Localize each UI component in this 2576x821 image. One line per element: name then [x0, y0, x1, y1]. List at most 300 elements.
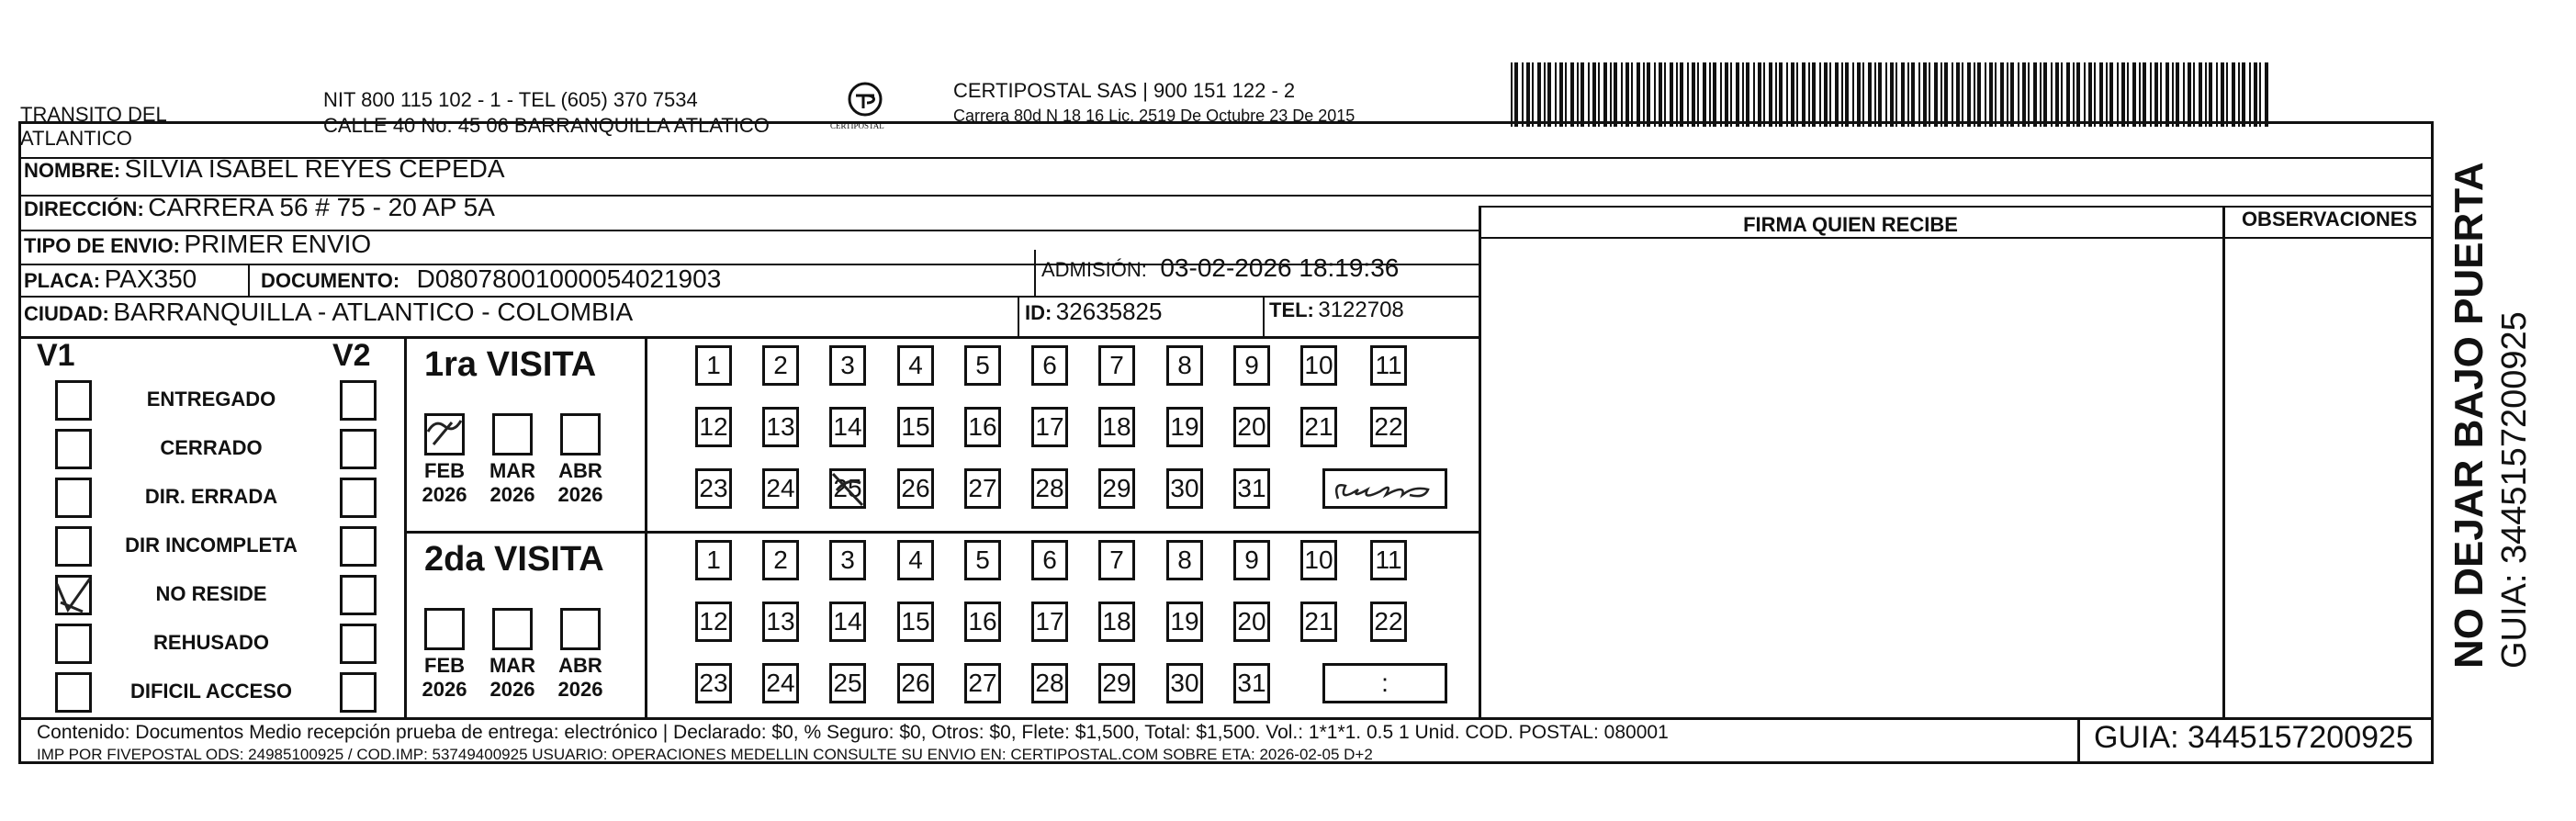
month-year: 2026 [489, 678, 535, 701]
day-box[interactable]: 1 [695, 345, 732, 386]
barcode-bar [1962, 62, 1963, 127]
status-label: NO RESIDE [155, 582, 267, 605]
time-box[interactable] [1322, 468, 1447, 509]
day-box[interactable]: 6 [1031, 540, 1068, 580]
barcode-bar [1532, 62, 1534, 127]
month-checkbox[interactable] [492, 608, 533, 650]
visit-title: 1ra VISITA [424, 345, 597, 384]
v2-checkbox[interactable] [340, 526, 377, 567]
barcode-bar [2010, 62, 2014, 127]
day-box[interactable]: 11 [1370, 345, 1407, 386]
barcode-bar [1730, 62, 1732, 127]
v1-checkbox[interactable] [55, 575, 92, 615]
col-line [1263, 296, 1265, 336]
month-checkbox[interactable] [424, 413, 465, 455]
barcode-bar [1808, 62, 1810, 127]
barcode-bar [1555, 62, 1557, 127]
day-box[interactable]: 24 [762, 663, 799, 703]
type-row [24, 230, 371, 259]
barcode-bar [1713, 62, 1716, 127]
month-label [485, 459, 540, 507]
barcode [1511, 62, 2273, 129]
month-checkbox[interactable] [492, 413, 533, 455]
barcode-bar [1680, 62, 1683, 127]
barcode-bar [2165, 62, 2169, 127]
barcode-bar [1868, 62, 1872, 127]
barcode-bar [1588, 62, 1590, 127]
day-box[interactable]: 17 [1031, 602, 1068, 642]
tel-value: 3122708 [1318, 298, 1404, 322]
barcode-bar [2121, 62, 2125, 127]
barcode-bar [1857, 62, 1861, 127]
v2-checkbox[interactable] [340, 624, 377, 664]
barcode-bar [1923, 62, 1927, 127]
document-label: DOCUMENTO: [261, 269, 400, 292]
barcode-bar [1779, 62, 1783, 127]
month-label [417, 459, 472, 507]
barcode-bar [1697, 62, 1699, 127]
barcode-bar [2143, 62, 2146, 127]
footer-guia: GUIA: 3445157200925 [2094, 720, 2413, 755]
name-value: SILVIA ISABEL REYES CEPEDA [124, 154, 505, 183]
barcode-bar [1956, 62, 1960, 127]
day-box[interactable]: 31 [1233, 468, 1270, 509]
month-name: ABR [558, 654, 602, 677]
month-year: 2026 [422, 483, 467, 506]
barcode-bar [2109, 62, 2113, 127]
barcode-bar [1929, 62, 1930, 127]
barcode-bar [1580, 62, 1584, 127]
barcode-bar [1753, 62, 1755, 127]
tel-row [1269, 298, 1404, 323]
barcode-bar [1995, 62, 1997, 127]
sender-address: CALLE 40 No. 45 06 BARRANQUILLA ATLATICO [323, 114, 770, 137]
barcode-bar [2221, 62, 2224, 127]
day-box[interactable]: 28 [1031, 663, 1068, 703]
barcode-bar [1514, 62, 1518, 127]
document-row [261, 264, 721, 294]
barcode-bar [1511, 62, 1513, 127]
status-label: DIFICIL ACCESO [129, 680, 292, 703]
barcode-bar [1802, 62, 1805, 127]
day-box[interactable]: 16 [964, 602, 1001, 642]
barcode-bar [2028, 62, 2030, 127]
barcode-bar [2127, 62, 2129, 127]
barcode-bar [2000, 62, 2004, 127]
check-mark-icon [55, 575, 92, 615]
id-label: ID: [1025, 301, 1052, 324]
barcode-bar [1835, 62, 1839, 127]
barcode-bar [1940, 62, 1942, 127]
barcode-bar [2265, 62, 2268, 127]
time-box[interactable]: : [1322, 663, 1447, 703]
id-row [1025, 298, 1162, 326]
barcode-bar [1967, 62, 1971, 127]
barcode-bar [1664, 62, 1666, 127]
barcode-bar [1878, 62, 1882, 127]
month-year: 2026 [557, 483, 603, 506]
day-box[interactable]: 8 [1166, 345, 1203, 386]
barcode-bar [2199, 62, 2202, 127]
day-box[interactable]: 10 [1300, 345, 1337, 386]
barcode-bar [2176, 62, 2179, 127]
barcode-bar [1692, 62, 1695, 127]
barcode-bar [2117, 62, 2119, 127]
barcode-bar [1918, 62, 1920, 127]
barcode-bar [2094, 62, 2096, 127]
day-box[interactable]: 27 [964, 468, 1001, 509]
day-box[interactable]: 5 [964, 540, 1001, 580]
day-box[interactable]: 24 [762, 468, 799, 509]
barcode-bar [1547, 62, 1551, 127]
barcode-bar [1720, 62, 1722, 127]
v1-label: V1 [37, 338, 75, 373]
barcode-bar [1703, 62, 1706, 127]
city-label: CIUDAD: [24, 302, 109, 325]
barcode-bar [2022, 62, 2026, 127]
barcode-bar [1742, 62, 1744, 127]
barcode-bar [1647, 62, 1650, 127]
barcode-bar [2154, 62, 2158, 127]
barcode-bar [1911, 62, 1915, 127]
check-mark-icon [424, 413, 465, 455]
status-label: DIR. ERRADA [144, 485, 278, 508]
row-line [1479, 237, 2434, 239]
barcode-bar [2209, 62, 2212, 127]
barcode-bar [1522, 62, 1524, 127]
v1-checkbox[interactable] [55, 526, 92, 567]
barcode-bar [2188, 62, 2191, 127]
day-box[interactable]: 16 [964, 407, 1001, 447]
barcode-bar [1862, 62, 1864, 127]
day-box[interactable]: 29 [1098, 468, 1135, 509]
day-box[interactable]: 25 [829, 663, 866, 703]
month-name: MAR [489, 459, 536, 482]
barcode-bar [1631, 62, 1633, 127]
day-box[interactable]: 19 [1166, 602, 1203, 642]
barcode-bar [1559, 62, 1563, 127]
barcode-bar [2132, 62, 2136, 127]
barcode-bar [2040, 62, 2042, 127]
barcode-bar [1791, 62, 1794, 127]
address-row [24, 193, 495, 222]
month-checkbox[interactable] [560, 413, 601, 455]
barcode-bar [1598, 62, 1600, 127]
col-line [2222, 206, 2225, 717]
barcode-bar [2160, 62, 2162, 127]
barcode-bar [2150, 62, 2152, 127]
status-label: REHUSADO [153, 631, 269, 654]
v2-label: V2 [332, 338, 371, 373]
side-warning: NO DEJAR BAJO PUERTA [2447, 162, 2492, 669]
barcode-bar [1603, 62, 1607, 127]
day-box[interactable]: 20 [1233, 602, 1270, 642]
v1-checkbox[interactable] [55, 429, 92, 469]
day-box[interactable]: 21 [1300, 602, 1337, 642]
day-box[interactable]: 22 [1370, 602, 1407, 642]
side-text [2445, 136, 2546, 669]
status-label: DIR INCOMPLETA [125, 534, 298, 557]
col-line [248, 264, 250, 296]
v2-checkbox[interactable] [340, 575, 377, 615]
col-line [1479, 206, 1481, 717]
barcode-bar [2183, 62, 2185, 127]
barcode-bar [1786, 62, 1788, 127]
barcode-bar [2106, 62, 2108, 127]
barcode-bar [1577, 62, 1579, 127]
month-name: FEB [424, 459, 465, 482]
handwritten-time-icon [1325, 471, 1445, 508]
row-line [18, 336, 1479, 339]
barcode-bar [2226, 62, 2228, 127]
barcode-bar [2193, 62, 2195, 127]
barcode-bar [1659, 62, 1662, 127]
month-label [485, 654, 540, 702]
barcode-bar [1736, 62, 1739, 127]
day-box[interactable]: 8 [1166, 540, 1203, 580]
barcode-bar [1625, 62, 1629, 127]
barcode-bar [1687, 62, 1689, 127]
day-box[interactable]: 9 [1233, 345, 1270, 386]
barcode-bar [1824, 62, 1828, 127]
document-value: D08078001000054021903 [416, 264, 722, 293]
barcode-bar [1654, 62, 1656, 127]
day-box[interactable]: 10 [1300, 540, 1337, 580]
day-box[interactable]: 26 [897, 663, 934, 703]
id-value: 32635825 [1055, 298, 1163, 325]
barcode-bar [1676, 62, 1678, 127]
month-name: FEB [424, 654, 465, 677]
day-box[interactable]: 31 [1233, 663, 1270, 703]
month-label [553, 654, 608, 702]
day-box[interactable]: 17 [1031, 407, 1068, 447]
admission-row [1041, 253, 1399, 283]
day-box[interactable]: 30 [1166, 663, 1203, 703]
month-name: MAR [489, 654, 536, 677]
col-line [1034, 250, 1036, 296]
type-label: TIPO DE ENVIO: [24, 234, 180, 257]
month-label [417, 654, 472, 702]
barcode-bar [1775, 62, 1777, 127]
day-box[interactable]: 27 [964, 663, 1001, 703]
barcode-bar [2043, 62, 2047, 127]
footer-content: Contenido: Documentos Medio recepción prueba de entrega: electrónico | Declarado: $0, % Seguro: $0, Otros: $0, Flete: $1,500, Total: $1,500. Vol.: 1*1*1. 0.5 1 Unid. COD. POSTAL: 080001 [37, 722, 1669, 743]
day-box[interactable]: 18 [1098, 407, 1135, 447]
v1-checkbox[interactable] [55, 380, 92, 421]
city-value: BARRANQUILLA - ATLANTICO - COLOMBIA [113, 298, 634, 326]
barcode-bar [1901, 62, 1905, 127]
plate-value: PAX350 [104, 264, 197, 293]
barcode-bar [1845, 62, 1849, 127]
observations-header: OBSERVACIONES [2241, 208, 2418, 231]
v2-checkbox[interactable] [340, 380, 377, 421]
day-box[interactable]: 25 [829, 468, 866, 509]
barcode-bar [1614, 62, 1617, 127]
day-box[interactable]: 15 [897, 407, 934, 447]
row-line [18, 717, 2434, 720]
day-box[interactable]: 23 [695, 663, 732, 703]
day-box[interactable]: 4 [897, 540, 934, 580]
barcode-bar [2051, 62, 2053, 127]
barcode-bar [1874, 62, 1876, 127]
barcode-bar [2066, 62, 2070, 127]
v2-checkbox[interactable] [340, 429, 377, 469]
logo-text: CERTIPOSTAL [830, 121, 884, 130]
type-value: PRIMER ENVIO [184, 230, 372, 258]
barcode-bar [1907, 62, 1909, 127]
barcode-bar [1565, 62, 1567, 127]
barcode-bar [2238, 62, 2240, 127]
v1-checkbox[interactable] [55, 478, 92, 518]
barcode-bar [2254, 62, 2257, 127]
barcode-bar [1758, 62, 1761, 127]
day-box[interactable]: 4 [897, 345, 934, 386]
month-name: ABR [558, 459, 602, 482]
visit-divider [404, 531, 1479, 534]
month-year: 2026 [557, 678, 603, 701]
barcode-bar [1977, 62, 1981, 127]
barcode-bar [2205, 62, 2207, 127]
company-line: CERTIPOSTAL SAS | 900 151 122 - 2 [953, 79, 1296, 102]
plate-row [24, 264, 197, 294]
day-box[interactable]: 7 [1098, 540, 1135, 580]
month-year: 2026 [489, 483, 535, 506]
day-box[interactable]: 19 [1166, 407, 1203, 447]
barcode-bar [1769, 62, 1772, 127]
admission-value: 03-02-2026 18:19:36 [1160, 253, 1400, 282]
barcode-bar [2055, 62, 2059, 127]
signature-header: FIRMA QUIEN RECIBE [1743, 213, 1958, 236]
sender-line-2: ATLANTICO [20, 127, 132, 150]
barcode-bar [1829, 62, 1831, 127]
day-box[interactable]: 7 [1098, 345, 1135, 386]
visit-title: 2da VISITA [424, 540, 604, 579]
day-mark-icon [829, 468, 866, 509]
barcode-bar [2099, 62, 2103, 127]
day-box[interactable]: 22 [1370, 407, 1407, 447]
barcode-bar [2073, 62, 2075, 127]
barcode-bar [1796, 62, 1798, 127]
company-address: Carrera 80d N 18 16 Lic. 2519 De Octubre 23 De 2015 [953, 107, 1355, 125]
barcode-bar [1841, 62, 1843, 127]
month-year: 2026 [422, 678, 467, 701]
barcode-bar [1895, 62, 1897, 127]
barcode-bar [1746, 62, 1749, 127]
v2-checkbox[interactable] [340, 672, 377, 713]
day-box[interactable]: 6 [1031, 345, 1068, 386]
day-box[interactable]: 11 [1370, 540, 1407, 580]
day-box[interactable]: 30 [1166, 468, 1203, 509]
day-box[interactable]: 13 [762, 602, 799, 642]
status-label: ENTREGADO [146, 388, 276, 410]
day-box[interactable]: 15 [897, 602, 934, 642]
day-box[interactable]: 3 [829, 345, 866, 386]
day-box[interactable]: 3 [829, 540, 866, 580]
barcode-bar [2139, 62, 2141, 127]
day-box[interactable]: 13 [762, 407, 799, 447]
address-label: DIRECCIÓN: [24, 197, 144, 220]
barcode-bar [2007, 62, 2008, 127]
barcode-bar [2259, 62, 2261, 127]
day-box[interactable]: 29 [1098, 663, 1135, 703]
barcode-bar [1974, 62, 1975, 127]
plate-label: PLACA: [24, 269, 101, 292]
barcode-bar [1544, 62, 1546, 127]
day-box[interactable]: 1 [695, 540, 732, 580]
sender-line-1: TRANSITO DEL [20, 103, 167, 126]
day-box[interactable]: 2 [762, 540, 799, 580]
barcode-bar [2232, 62, 2235, 127]
barcode-bar [2216, 62, 2218, 127]
month-checkbox[interactable] [424, 608, 465, 650]
day-box[interactable]: 28 [1031, 468, 1068, 509]
barcode-bar [1812, 62, 1816, 127]
barcode-bar [1670, 62, 1673, 127]
footer-imp: IMP POR FIVEPOSTAL ODS: 24985100925 / COD.IMP: 53749400925 USUARIO: OPERACIONES MEDELLIN CONSULTE SU ENVIO EN: CERTIPOSTAL.COM SOBRE ETA: 2026-02-05 D+2 [37, 746, 1373, 763]
address-value: CARRERA 56 # 75 - 20 AP 5A [148, 193, 495, 221]
barcode-bar [1819, 62, 1821, 127]
barcode-bar [1725, 62, 1728, 127]
sender-nit: NIT 800 115 102 - 1 - TEL (605) 370 7534 [323, 88, 698, 111]
day-box[interactable]: 5 [964, 345, 1001, 386]
barcode-bar [1592, 62, 1596, 127]
logo-mark-icon [836, 81, 894, 123]
day-box[interactable]: 26 [897, 468, 934, 509]
barcode-bar [2084, 62, 2086, 127]
day-box[interactable]: 2 [762, 345, 799, 386]
barcode-bar [1621, 62, 1623, 127]
barcode-bar [1537, 62, 1541, 127]
day-box[interactable]: 20 [1233, 407, 1270, 447]
barcode-bar [2249, 62, 2251, 127]
day-box[interactable]: 14 [829, 602, 866, 642]
barcode-bar [2088, 62, 2092, 127]
barcode-bar [2242, 62, 2245, 127]
barcode-bar [1890, 62, 1894, 127]
barcode-bar [1952, 62, 1953, 127]
barcode-bar [1934, 62, 1938, 127]
v2-checkbox[interactable] [340, 478, 377, 518]
day-box[interactable]: 12 [695, 602, 732, 642]
barcode-bar [1985, 62, 1986, 127]
month-label [553, 459, 608, 507]
barcode-bar [1643, 62, 1645, 127]
barcode-bar [1709, 62, 1711, 127]
day-box[interactable]: 14 [829, 407, 866, 447]
name-label: NOMBRE: [24, 159, 121, 182]
day-box[interactable]: 12 [695, 407, 732, 447]
v1-checkbox[interactable] [55, 624, 92, 664]
month-checkbox[interactable] [560, 608, 601, 650]
barcode-bar [1989, 62, 1993, 127]
barcode-bar [2172, 62, 2174, 127]
admission-label: ADMISIÓN: [1041, 258, 1147, 281]
status-label: CERRADO [160, 436, 263, 459]
tel-label: TEL: [1269, 298, 1314, 321]
day-box[interactable]: 23 [695, 468, 732, 509]
barcode-bar [2018, 62, 2019, 127]
v1-checkbox[interactable] [55, 672, 92, 713]
city-row [24, 298, 633, 327]
day-box[interactable]: 9 [1233, 540, 1270, 580]
day-box[interactable]: 18 [1098, 602, 1135, 642]
barcode-bar [2076, 62, 2080, 127]
barcode-bar [2033, 62, 2037, 127]
col-line [1018, 296, 1019, 336]
barcode-bar [1570, 62, 1574, 127]
side-guia: GUIA: 3445157200925 [2495, 311, 2534, 669]
day-box[interactable]: 21 [1300, 407, 1337, 447]
